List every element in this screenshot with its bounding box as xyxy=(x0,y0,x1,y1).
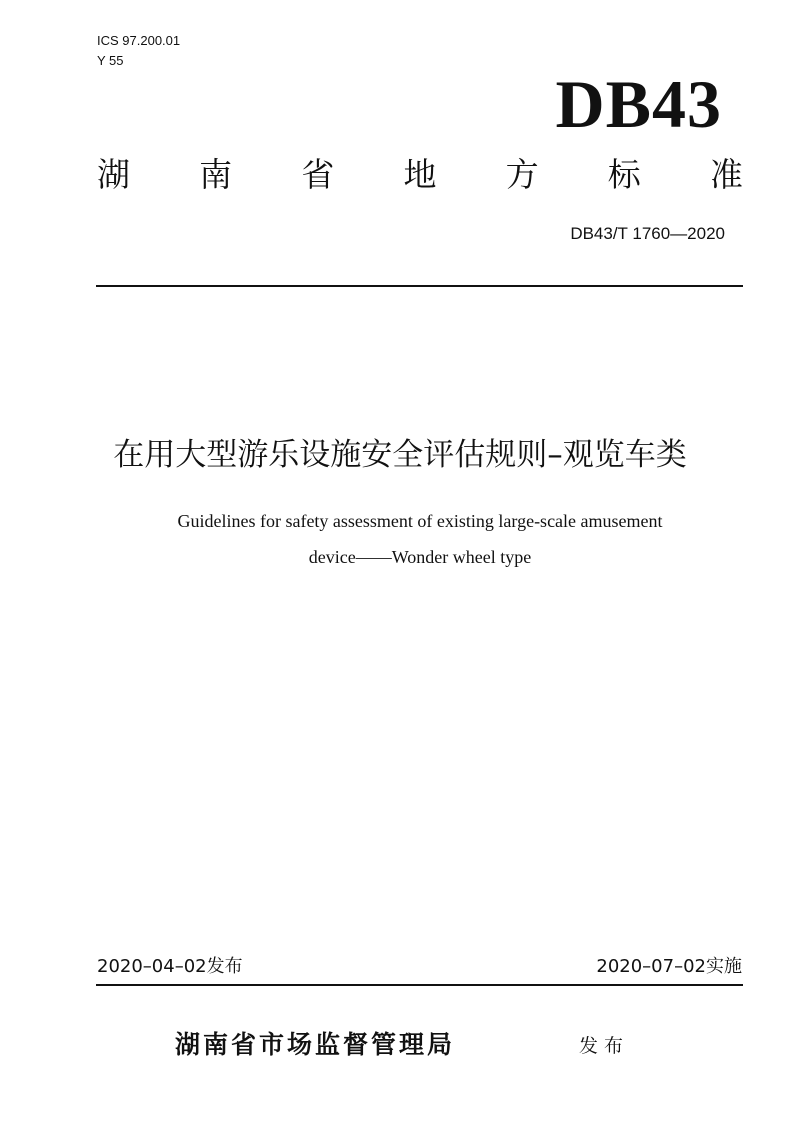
standard-code: DB43/T 1760—2020 xyxy=(570,224,725,243)
db43-logo: DB43 xyxy=(555,66,722,142)
standard-type-char: 湖 xyxy=(97,154,130,194)
standard-type-char: 方 xyxy=(505,154,539,194)
publish-date: 2020–04–02发布 xyxy=(97,956,243,977)
implement-date: 2020–07–02实施 xyxy=(596,956,742,977)
standard-type-heading xyxy=(97,150,743,194)
publish-label: 发布 xyxy=(579,1035,630,1057)
standard-type-char: 南 xyxy=(199,154,233,194)
english-title-line1: Guidelines for safety assessment of existing large-scale amusement xyxy=(177,511,663,531)
standard-type-char: 准 xyxy=(709,154,743,194)
standard-type-char: 地 xyxy=(403,154,437,194)
chinese-title: 在用大型游乐设施安全评估规则–观览车类 xyxy=(113,437,687,473)
bottom-divider xyxy=(96,984,743,986)
top-divider xyxy=(96,285,743,287)
standard-type-char: 标 xyxy=(607,154,641,194)
publisher-name: 湖南省市场监督管理局 xyxy=(175,1030,456,1059)
english-title-line2: device——Wonder wheel type xyxy=(308,547,532,567)
english-title xyxy=(0,503,800,575)
standard-type-char: 省 xyxy=(301,154,335,194)
ccs-code: Y 55 xyxy=(97,53,124,68)
ics-code: ICS 97.200.01 xyxy=(97,33,181,48)
